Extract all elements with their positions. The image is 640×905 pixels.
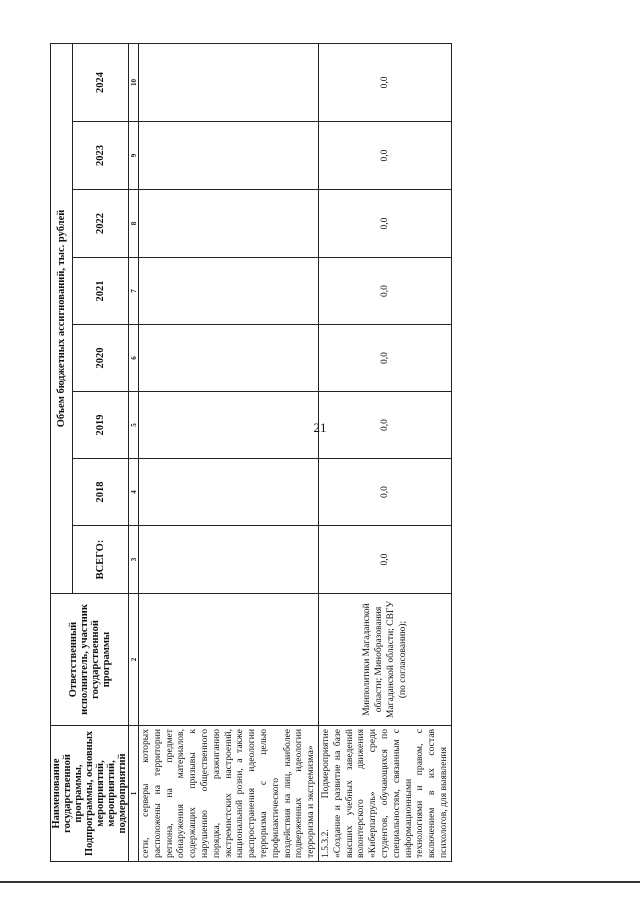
value-cell: 0,0	[318, 526, 451, 594]
value-cell	[139, 122, 319, 190]
column-number: 10	[129, 43, 139, 121]
header-total: ВСЕГО:	[72, 526, 128, 594]
column-number: 7	[129, 258, 139, 325]
value-cell: 0,0	[318, 43, 451, 121]
column-number: 8	[129, 190, 139, 258]
header-budget-title: Объем бюджетных ассигнований, тыс. рублей	[51, 43, 73, 593]
page-number: 21	[313, 420, 327, 435]
header-responsible: Ответственный исполнитель, участник государственной программы	[51, 594, 129, 726]
column-number: 6	[129, 325, 139, 392]
row-responsible	[139, 594, 319, 726]
header-year-2018: 2018	[72, 459, 128, 526]
table-row	[318, 43, 451, 861]
row-description: сети, серверы которых расположены на территории региона, на предмет обнаружения материалов, содержащих призывы к нарушению общественного порядка, разжиганию экстремистских настроений, национальной розни, а также распространения идеологии терроризма с целью профилактического воздействия на лиц, наиболее подверженных идеологии терроризма и экстремизма»	[139, 726, 319, 862]
value-cell	[139, 190, 319, 258]
header-year-2024: 2024	[72, 43, 128, 121]
value-cell: 0,0	[318, 392, 451, 459]
header-program-name: Наименование государственной программы, Подпрограммы, основных мероприятий, мероприятий, подмероприятий	[51, 726, 129, 862]
budget-table	[50, 43, 452, 862]
value-cell	[139, 459, 319, 526]
header-year-2023: 2023	[72, 122, 128, 190]
header-year-2022: 2022	[72, 190, 128, 258]
value-cell	[139, 43, 319, 121]
page-bottom-rule	[0, 881, 640, 883]
header-year-2021: 2021	[72, 258, 128, 325]
value-cell	[139, 325, 319, 392]
column-number: 5	[129, 392, 139, 459]
header-year-2019: 2019	[72, 392, 128, 459]
row-description: 1.5.3.2. Подмероприятие «Создание и развитие на базе высших учебных заведений волонтерского движения «Киберпатруль» среди студентов, обучающихся по специальностям, связанным с информационными технологиями и правом, с включением в их состав психологов, для выявления	[318, 726, 451, 862]
row-responsible: Минполитики Магаданской области; Минобразования Магаданской области; СВГУ (по согласованию);	[318, 594, 451, 726]
value-cell	[139, 258, 319, 325]
value-cell: 0,0	[318, 459, 451, 526]
column-number: 9	[129, 122, 139, 190]
budget-table-sheet	[50, 54, 449, 862]
value-cell	[139, 526, 319, 594]
value-cell: 0,0	[318, 325, 451, 392]
column-number: 3	[129, 526, 139, 594]
value-cell	[139, 392, 319, 459]
column-number: 4	[129, 459, 139, 526]
column-number: 2	[129, 594, 139, 726]
table-row	[139, 43, 319, 861]
value-cell: 0,0	[318, 258, 451, 325]
value-cell: 0,0	[318, 190, 451, 258]
value-cell: 0,0	[318, 122, 451, 190]
column-number: 1	[129, 726, 139, 862]
header-year-2020: 2020	[72, 325, 128, 392]
